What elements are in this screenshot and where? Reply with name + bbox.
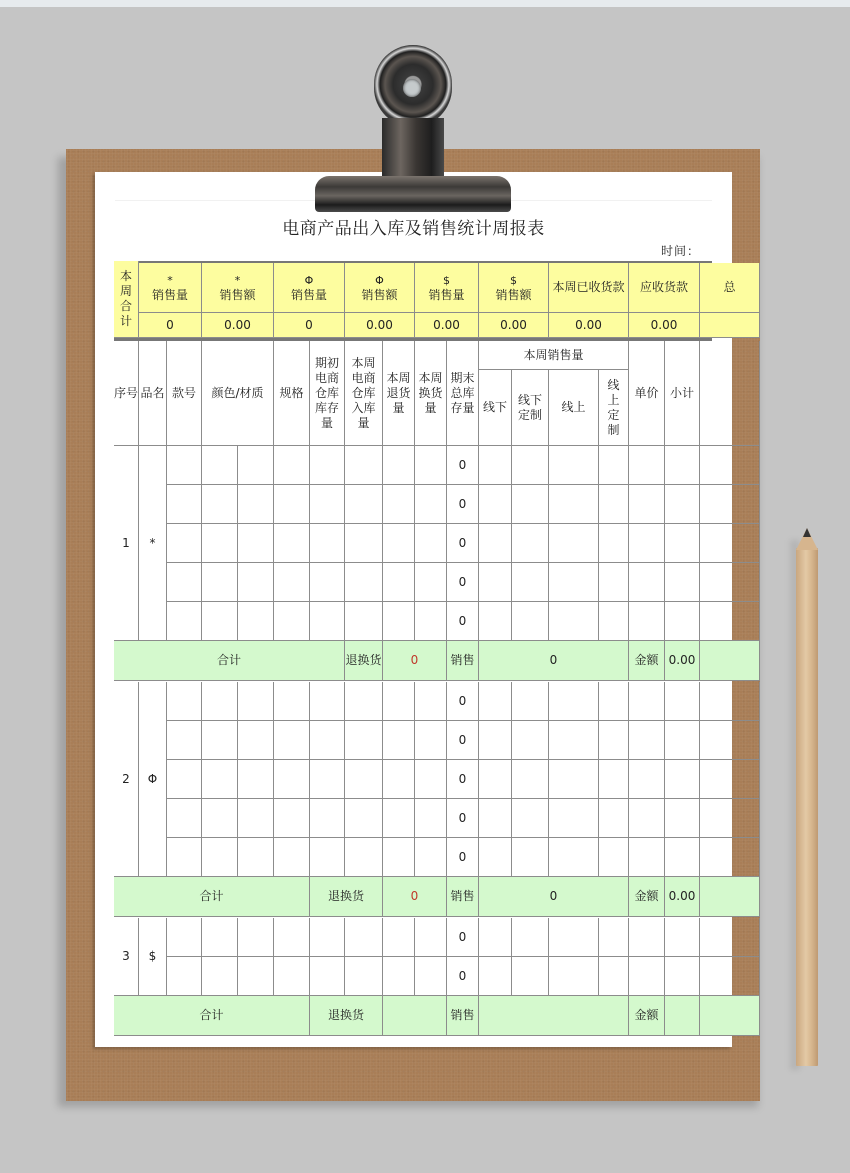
- data-cell[interactable]: [274, 957, 310, 996]
- data-cell[interactable]: [479, 721, 512, 760]
- summary-label: 销售量: [290, 287, 327, 302]
- data-cell[interactable]: [274, 524, 310, 563]
- data-cell[interactable]: [274, 760, 310, 799]
- data-cell[interactable]: [665, 760, 700, 799]
- data-cell[interactable]: [549, 918, 599, 957]
- data-cell[interactable]: [238, 682, 274, 721]
- data-cell[interactable]: [202, 799, 238, 838]
- data-cell[interactable]: [415, 524, 447, 563]
- total-amount-label[interactable]: 金额: [629, 996, 665, 1036]
- data-cell[interactable]: [700, 602, 760, 641]
- data-cell[interactable]: [599, 760, 629, 799]
- total-amount-label[interactable]: 金额: [629, 877, 665, 917]
- data-cell[interactable]: [383, 524, 415, 563]
- closing-stock-cell[interactable]: 0: [447, 524, 479, 563]
- data-cell[interactable]: [167, 957, 202, 996]
- data-cell[interactable]: [345, 957, 383, 996]
- summary-label: 本周已收货款: [552, 280, 625, 294]
- data-cell[interactable]: [415, 682, 447, 721]
- data-cell[interactable]: [549, 602, 599, 641]
- total-return-exchange-label[interactable]: 退换货: [310, 996, 383, 1036]
- data-cell[interactable]: [310, 838, 345, 877]
- summary-value[interactable]: 0: [274, 313, 345, 338]
- header-extra[interactable]: [700, 341, 760, 446]
- group-name[interactable]: Φ: [139, 682, 167, 877]
- data-cell[interactable]: [274, 721, 310, 760]
- data-cell[interactable]: [629, 524, 665, 563]
- data-cell[interactable]: [310, 760, 345, 799]
- data-cell[interactable]: [310, 563, 345, 602]
- data-cell[interactable]: [345, 446, 383, 485]
- group-name[interactable]: $: [139, 918, 167, 996]
- data-cell[interactable]: [167, 838, 202, 877]
- data-cell[interactable]: [345, 721, 383, 760]
- data-cell[interactable]: [383, 446, 415, 485]
- header-sales-sub[interactable]: 线上定制: [599, 370, 629, 446]
- data-cell[interactable]: [512, 682, 549, 721]
- summary-col-header[interactable]: [274, 263, 345, 313]
- data-cell[interactable]: [383, 563, 415, 602]
- data-cell[interactable]: [599, 446, 629, 485]
- closing-stock-cell[interactable]: 0: [447, 760, 479, 799]
- summary-label: 应收货款: [639, 280, 688, 294]
- data-cell[interactable]: [274, 485, 310, 524]
- summary-label: 销售额: [361, 287, 398, 302]
- data-cell[interactable]: [238, 957, 274, 996]
- data-cell[interactable]: [479, 524, 512, 563]
- group-seq[interactable]: 1: [114, 446, 139, 641]
- report-table: [114, 261, 736, 1022]
- total-return-exchange-label[interactable]: 退换货: [345, 641, 383, 681]
- data-cell[interactable]: [383, 838, 415, 877]
- data-cell[interactable]: [238, 760, 274, 799]
- data-cell[interactable]: [549, 760, 599, 799]
- data-cell[interactable]: [629, 760, 665, 799]
- total-sales-label[interactable]: 销售: [447, 996, 479, 1036]
- total-amount-value[interactable]: 0.00: [665, 877, 700, 917]
- total-extra[interactable]: [700, 641, 760, 681]
- data-cell[interactable]: [345, 799, 383, 838]
- closing-stock-cell[interactable]: 0: [447, 682, 479, 721]
- data-cell[interactable]: [599, 957, 629, 996]
- data-cell[interactable]: [599, 838, 629, 877]
- group-seq[interactable]: 3: [114, 918, 139, 996]
- data-cell[interactable]: [383, 602, 415, 641]
- total-extra[interactable]: [700, 996, 760, 1036]
- data-cell[interactable]: [665, 485, 700, 524]
- closing-stock-cell[interactable]: 0: [447, 446, 479, 485]
- summary-col-header[interactable]: [139, 263, 202, 313]
- data-cell[interactable]: [167, 799, 202, 838]
- data-cell[interactable]: [345, 485, 383, 524]
- data-cell[interactable]: [415, 602, 447, 641]
- summary-value[interactable]: 0: [139, 313, 202, 338]
- data-cell[interactable]: [549, 799, 599, 838]
- closing-stock-cell[interactable]: 0: [447, 485, 479, 524]
- data-cell[interactable]: [549, 446, 599, 485]
- data-cell[interactable]: [629, 918, 665, 957]
- total-sales-label[interactable]: 销售: [447, 641, 479, 681]
- data-cell[interactable]: [238, 721, 274, 760]
- data-cell[interactable]: [479, 485, 512, 524]
- data-cell[interactable]: [479, 760, 512, 799]
- data-cell[interactable]: [202, 760, 238, 799]
- data-cell[interactable]: [599, 524, 629, 563]
- data-cell[interactable]: [383, 918, 415, 957]
- data-cell[interactable]: [665, 682, 700, 721]
- total-return-exchange-value[interactable]: 0: [383, 641, 447, 681]
- closing-stock-cell[interactable]: 0: [447, 563, 479, 602]
- top-strip: [0, 0, 850, 7]
- data-cell[interactable]: [700, 957, 760, 996]
- data-cell[interactable]: [345, 760, 383, 799]
- data-cell[interactable]: [167, 760, 202, 799]
- data-cell[interactable]: [310, 602, 345, 641]
- data-cell[interactable]: [629, 682, 665, 721]
- summary-col-header[interactable]: [415, 263, 479, 313]
- summary-row-label[interactable]: 本周合计: [114, 261, 139, 338]
- data-cell[interactable]: [629, 446, 665, 485]
- total-sales-value[interactable]: [479, 996, 629, 1036]
- data-cell[interactable]: [599, 799, 629, 838]
- summary-label: 销售额: [495, 287, 532, 302]
- data-cell[interactable]: [415, 485, 447, 524]
- summary-label: 销售量: [151, 287, 188, 302]
- data-cell[interactable]: [310, 682, 345, 721]
- header-week-sales[interactable]: 本周销售量: [479, 341, 629, 370]
- data-cell[interactable]: [549, 524, 599, 563]
- data-cell[interactable]: [549, 682, 599, 721]
- time-label: 时间：: [660, 244, 700, 258]
- summary-symbol: *: [234, 273, 241, 287]
- data-cell[interactable]: [665, 918, 700, 957]
- data-cell[interactable]: [274, 838, 310, 877]
- total-label[interactable]: 合计: [114, 996, 310, 1036]
- data-cell[interactable]: [700, 485, 760, 524]
- data-cell[interactable]: [415, 760, 447, 799]
- group-seq[interactable]: 2: [114, 682, 139, 877]
- data-cell[interactable]: [167, 918, 202, 957]
- data-cell[interactable]: [700, 760, 760, 799]
- summary-col-header[interactable]: [202, 263, 274, 313]
- data-cell[interactable]: [629, 721, 665, 760]
- summary-value[interactable]: 0.00: [549, 313, 629, 338]
- data-cell[interactable]: [512, 446, 549, 485]
- total-return-exchange-value[interactable]: 0: [383, 877, 447, 917]
- data-cell[interactable]: [167, 682, 202, 721]
- total-label[interactable]: 合计: [114, 641, 345, 681]
- report-title: 电商产品出入库及销售统计周报表: [282, 219, 545, 239]
- data-cell[interactable]: [310, 799, 345, 838]
- data-cell[interactable]: [274, 918, 310, 957]
- data-cell[interactable]: [202, 563, 238, 602]
- header-color-material[interactable]: 颜色/材质: [202, 341, 274, 446]
- data-cell[interactable]: [415, 446, 447, 485]
- data-cell[interactable]: [665, 446, 700, 485]
- data-cell[interactable]: [479, 957, 512, 996]
- data-cell[interactable]: [599, 918, 629, 957]
- data-cell[interactable]: [700, 838, 760, 877]
- data-cell[interactable]: [512, 524, 549, 563]
- total-return-exchange-label[interactable]: 退换货: [310, 877, 383, 917]
- data-cell[interactable]: [700, 682, 760, 721]
- data-cell[interactable]: [167, 446, 202, 485]
- group-name[interactable]: *: [139, 446, 167, 641]
- data-cell[interactable]: [549, 957, 599, 996]
- data-cell[interactable]: [415, 918, 447, 957]
- data-cell[interactable]: [599, 721, 629, 760]
- closing-stock-cell[interactable]: 0: [447, 838, 479, 877]
- header-style-no[interactable]: 款号: [167, 341, 202, 446]
- data-cell[interactable]: [512, 957, 549, 996]
- data-cell[interactable]: [512, 485, 549, 524]
- pencil-lead: [803, 528, 811, 537]
- data-cell[interactable]: [167, 721, 202, 760]
- summary-value[interactable]: 0.00: [479, 313, 549, 338]
- header-closing-stock[interactable]: 期末总库存量: [447, 341, 479, 446]
- header-week-exchange[interactable]: 本周换货量: [415, 341, 447, 446]
- data-cell[interactable]: [238, 446, 274, 485]
- data-cell[interactable]: [415, 563, 447, 602]
- summary-value[interactable]: 0.00: [202, 313, 274, 338]
- header-subtotal[interactable]: 小计: [665, 341, 700, 446]
- data-cell[interactable]: [345, 838, 383, 877]
- summary-symbol: *: [167, 273, 173, 287]
- data-cell[interactable]: [238, 799, 274, 838]
- total-amount-value[interactable]: 0.00: [665, 641, 700, 681]
- data-cell[interactable]: [274, 446, 310, 485]
- data-cell[interactable]: [700, 918, 760, 957]
- data-cell[interactable]: [512, 918, 549, 957]
- data-cell[interactable]: [310, 918, 345, 957]
- data-cell[interactable]: [700, 524, 760, 563]
- data-cell[interactable]: [629, 838, 665, 877]
- data-cell[interactable]: [700, 721, 760, 760]
- data-cell[interactable]: [665, 838, 700, 877]
- binder-clip: [315, 176, 511, 212]
- header-sales-sub[interactable]: 线下定制: [512, 370, 549, 446]
- data-cell[interactable]: [310, 446, 345, 485]
- total-sales-label[interactable]: 销售: [447, 877, 479, 917]
- data-cell[interactable]: [345, 602, 383, 641]
- data-cell[interactable]: [310, 485, 345, 524]
- data-cell[interactable]: [345, 524, 383, 563]
- data-cell[interactable]: [512, 760, 549, 799]
- closing-stock-cell[interactable]: 0: [447, 602, 479, 641]
- summary-col-header[interactable]: [629, 263, 700, 313]
- data-cell[interactable]: [549, 563, 599, 602]
- data-cell[interactable]: [202, 602, 238, 641]
- data-cell[interactable]: [512, 799, 549, 838]
- header-name[interactable]: 品名: [139, 341, 167, 446]
- data-cell[interactable]: [383, 957, 415, 996]
- data-cell[interactable]: [665, 563, 700, 602]
- summary-value[interactable]: 0.00: [629, 313, 700, 338]
- data-cell[interactable]: [310, 721, 345, 760]
- data-cell[interactable]: [700, 563, 760, 602]
- data-cell[interactable]: [274, 563, 310, 602]
- data-cell[interactable]: [238, 602, 274, 641]
- total-extra[interactable]: [700, 877, 760, 917]
- closing-stock-cell[interactable]: 0: [447, 799, 479, 838]
- data-cell[interactable]: [700, 799, 760, 838]
- data-cell[interactable]: [479, 918, 512, 957]
- total-amount-label[interactable]: 金额: [629, 641, 665, 681]
- data-cell[interactable]: [238, 563, 274, 602]
- data-cell[interactable]: [512, 563, 549, 602]
- header-sales-sub[interactable]: 线下: [479, 370, 512, 446]
- data-cell[interactable]: [238, 524, 274, 563]
- data-cell[interactable]: [383, 485, 415, 524]
- total-return-exchange-value[interactable]: [383, 996, 447, 1036]
- data-cell[interactable]: [512, 838, 549, 877]
- closing-stock-cell[interactable]: 0: [447, 721, 479, 760]
- data-cell[interactable]: [479, 838, 512, 877]
- summary-label: 销售额: [219, 287, 256, 302]
- data-cell[interactable]: [599, 485, 629, 524]
- data-cell[interactable]: [665, 721, 700, 760]
- data-cell[interactable]: [415, 957, 447, 996]
- data-cell[interactable]: [310, 957, 345, 996]
- data-cell[interactable]: [415, 799, 447, 838]
- data-cell[interactable]: [479, 563, 512, 602]
- data-cell[interactable]: [479, 799, 512, 838]
- data-cell[interactable]: [202, 485, 238, 524]
- summary-value[interactable]: [700, 313, 760, 338]
- data-cell[interactable]: [202, 446, 238, 485]
- data-cell[interactable]: [202, 838, 238, 877]
- data-cell[interactable]: [599, 602, 629, 641]
- summary-value[interactable]: 0.00: [415, 313, 479, 338]
- data-cell[interactable]: [167, 524, 202, 563]
- data-cell[interactable]: [479, 682, 512, 721]
- summary-symbol: Φ: [375, 273, 384, 287]
- data-cell[interactable]: [274, 682, 310, 721]
- data-cell[interactable]: [202, 957, 238, 996]
- data-cell[interactable]: [599, 682, 629, 721]
- summary-symbol: $: [509, 273, 517, 287]
- summary-col-header[interactable]: [700, 263, 760, 313]
- data-cell[interactable]: [383, 682, 415, 721]
- summary-label: 销售量: [428, 287, 465, 302]
- report-sheet: [95, 172, 736, 1047]
- data-cell[interactable]: [629, 602, 665, 641]
- data-cell[interactable]: [629, 957, 665, 996]
- data-cell[interactable]: [665, 957, 700, 996]
- data-cell[interactable]: [345, 918, 383, 957]
- data-cell[interactable]: [345, 563, 383, 602]
- data-cell[interactable]: [549, 838, 599, 877]
- header-week-return[interactable]: 本周退货量: [383, 341, 415, 446]
- data-cell[interactable]: [238, 485, 274, 524]
- data-cell[interactable]: [238, 918, 274, 957]
- data-cell[interactable]: [665, 799, 700, 838]
- data-cell[interactable]: [629, 485, 665, 524]
- summary-symbol: $: [442, 273, 450, 287]
- data-cell[interactable]: [383, 760, 415, 799]
- data-cell[interactable]: [202, 524, 238, 563]
- data-cell[interactable]: [310, 524, 345, 563]
- data-cell[interactable]: [479, 602, 512, 641]
- data-cell[interactable]: [345, 682, 383, 721]
- total-sales-value[interactable]: 0: [479, 641, 629, 681]
- data-cell[interactable]: [202, 721, 238, 760]
- data-cell[interactable]: [202, 918, 238, 957]
- data-cell[interactable]: [549, 721, 599, 760]
- summary-col-header[interactable]: [549, 263, 629, 313]
- data-cell[interactable]: [479, 446, 512, 485]
- closing-stock-cell[interactable]: 0: [447, 918, 479, 957]
- data-cell[interactable]: [549, 485, 599, 524]
- data-cell[interactable]: [383, 799, 415, 838]
- data-cell[interactable]: [512, 602, 549, 641]
- pencil: [796, 548, 818, 1066]
- header-sales-sub[interactable]: 线上: [549, 370, 599, 446]
- data-cell[interactable]: [629, 563, 665, 602]
- header-unit-price[interactable]: 单价: [629, 341, 665, 446]
- data-cell[interactable]: [167, 485, 202, 524]
- data-cell[interactable]: [167, 602, 202, 641]
- binder-clip-hole: [403, 79, 421, 97]
- total-sales-value[interactable]: 0: [479, 877, 629, 917]
- total-label[interactable]: 合计: [114, 877, 310, 917]
- data-cell[interactable]: [202, 682, 238, 721]
- summary-value[interactable]: 0.00: [345, 313, 415, 338]
- data-cell[interactable]: [238, 838, 274, 877]
- summary-label: 总: [723, 280, 736, 294]
- data-cell[interactable]: [629, 799, 665, 838]
- header-spec[interactable]: 规格: [274, 341, 310, 446]
- data-cell[interactable]: [700, 446, 760, 485]
- summary-symbol: Φ: [304, 273, 314, 287]
- header-seq[interactable]: 序号: [114, 341, 139, 446]
- data-cell[interactable]: [383, 721, 415, 760]
- data-cell[interactable]: [512, 721, 549, 760]
- data-cell[interactable]: [665, 602, 700, 641]
- data-cell[interactable]: [599, 563, 629, 602]
- total-amount-value[interactable]: [665, 996, 700, 1036]
- data-cell[interactable]: [274, 602, 310, 641]
- data-cell[interactable]: [415, 721, 447, 760]
- data-cell[interactable]: [665, 524, 700, 563]
- header-opening-stock[interactable]: 期初电商仓库库存量: [310, 341, 345, 446]
- closing-stock-cell[interactable]: 0: [447, 957, 479, 996]
- summary-col-header[interactable]: [479, 263, 549, 313]
- header-week-inbound[interactable]: 本周电商仓库入库量: [345, 341, 383, 446]
- data-cell[interactable]: [274, 799, 310, 838]
- data-cell[interactable]: [415, 838, 447, 877]
- summary-col-header[interactable]: [345, 263, 415, 313]
- data-cell[interactable]: [167, 563, 202, 602]
